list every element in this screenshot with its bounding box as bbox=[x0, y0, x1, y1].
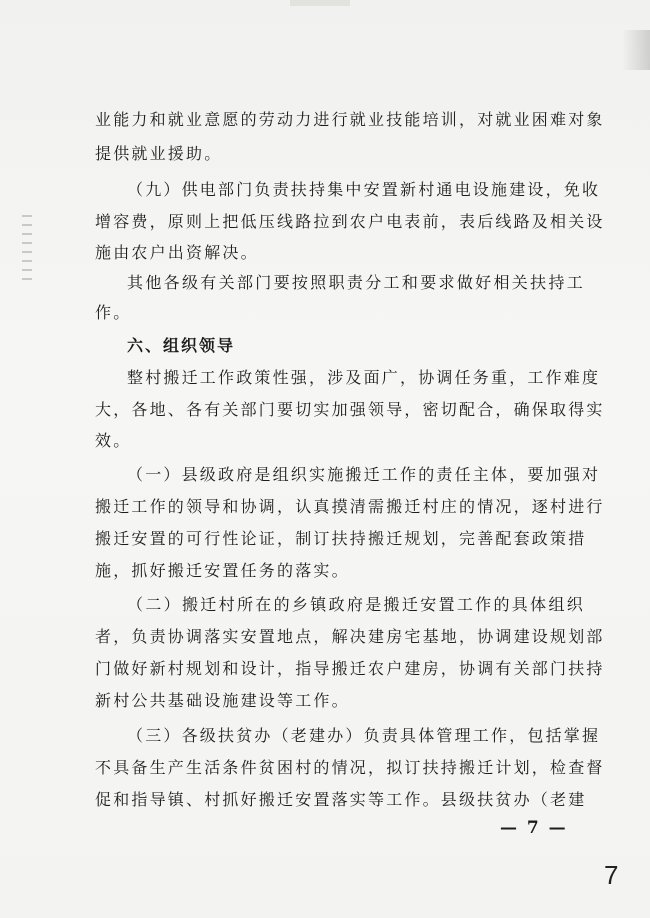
paragraph-line: （一）县级政府是组织实施搬迁工作的责任主体，要加强对 bbox=[127, 465, 601, 484]
paragraph-line: 其他各级有关部门要按照职责分工和要求做好相关扶持工 bbox=[127, 273, 585, 292]
paragraph-line: （九）供电部门负责扶持集中安置新村通电设施建设，免收 bbox=[127, 180, 601, 199]
paragraph-line: 大，各地、各有关部门要切实加强领导，密切配合，确保取得实 bbox=[95, 400, 605, 419]
paragraph-line: 不具备生产生活条件贫困村的情况，拟订扶持搬迁计划，检查督 bbox=[95, 758, 605, 777]
paragraph-line: 搬迁安置的可行性论证，制订扶持搬迁规划，完善配套政策措 bbox=[95, 529, 587, 548]
paragraph-line: 新村公共基础设施建设等工作。 bbox=[95, 691, 350, 710]
paragraph-line: 提供就业援助。 bbox=[95, 144, 223, 163]
paragraph-line: 搬迁工作的领导和协调，认真摸清需搬迁村庄的情况，逐村进行 bbox=[95, 497, 605, 516]
paragraph-line: （三）各级扶贫办（老建办）负责具体管理工作，包括掌握 bbox=[127, 726, 601, 745]
paragraph-line: 促和指导镇、村抓好搬迁安置落实等工作。县级扶贫办（老建 bbox=[95, 790, 587, 809]
binding-holes bbox=[22, 215, 32, 285]
section-heading: 六、组织领导 bbox=[127, 336, 236, 355]
page-number: — 7 — bbox=[500, 818, 568, 838]
paragraph-line: 施，抓好搬迁安置任务的落实。 bbox=[95, 561, 350, 580]
paragraph-line: 作。 bbox=[95, 303, 132, 322]
scan-artifact-right bbox=[622, 30, 650, 70]
corner-page-number: 7 bbox=[604, 860, 619, 890]
paragraph-line: 门做好新村规划和设计，指导搬迁农户建房，协调有关部门扶持 bbox=[95, 659, 605, 678]
scan-artifact-top bbox=[290, 0, 350, 6]
paragraph-line: 业能力和就业意愿的劳动力进行就业技能培训，对就业困难对象 bbox=[95, 110, 605, 129]
paragraph-line: 效。 bbox=[95, 431, 132, 450]
paragraph-line: 施由农户出资解决。 bbox=[95, 243, 259, 262]
paragraph-line: 整村搬迁工作政策性强，涉及面广，协调任务重，工作难度 bbox=[127, 368, 601, 387]
paragraph-line: 者，负责协调落实安置地点，解决建房宅基地，协调建设规划部 bbox=[95, 627, 605, 646]
paragraph-line: 增容费，原则上把低压线路拉到农户电表前，表后线路及相关设 bbox=[95, 212, 605, 231]
paragraph-line: （二）搬迁村所在的乡镇政府是搬迁安置工作的具体组织 bbox=[127, 595, 585, 614]
